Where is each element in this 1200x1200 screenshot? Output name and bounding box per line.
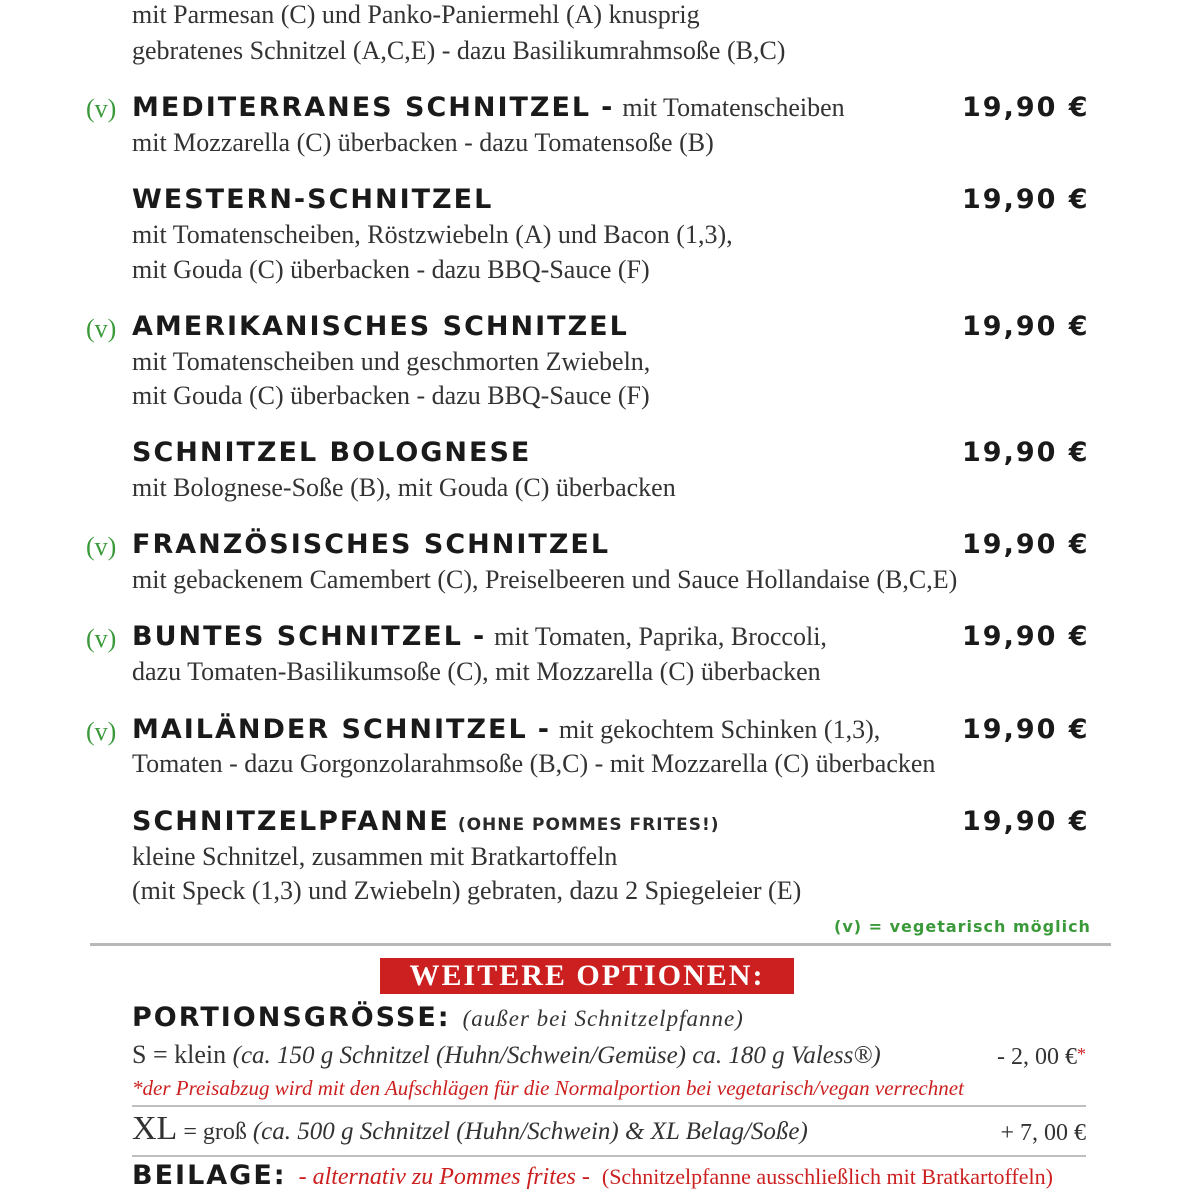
dish-name: BUNTES SCHNITZEL: [132, 621, 463, 652]
portion-xl-label: = groß: [177, 1119, 253, 1145]
dish-title-row: [132, 92, 845, 123]
options-banner: WEITERE OPTIONEN:: [380, 958, 794, 994]
dish-separator: -: [472, 621, 485, 652]
portion-small-description: (ca. 150 g Schnitzel (Huhn/Schwein/Gemüse) ca. 180 g Valess®): [232, 1042, 881, 1069]
dish-separator: -: [537, 714, 549, 745]
dish-price: 19,90 €: [962, 806, 1090, 837]
portion-size-note: (außer bei Schnitzelpfanne): [462, 1006, 744, 1031]
dish-name: SCHNITZELPFANNE: [132, 806, 450, 837]
side-dish-note: (Schnitzelpfanne ausschließlich mit Bratkartoffeln): [601, 1164, 1053, 1189]
portion-small-price-value: - 2, 00 €: [997, 1044, 1077, 1070]
portion-small-row: [132, 1040, 881, 1070]
vegetarian-legend: (v) = vegetarisch möglich: [834, 917, 1091, 936]
dish-name: MEDITERRANES SCHNITZEL: [132, 92, 592, 123]
dish-description-line: Tomaten - dazu Gorgonzolarahmsoße (B,C) - mit Mozzarella (C) überbacken: [132, 749, 936, 778]
dish-separator: -: [601, 92, 613, 123]
dish-description-line: mit Gouda (C) überbacken - dazu BBQ-Sauce (F): [132, 381, 650, 410]
dish-description-line: mit gebackenem Camembert (C), Preiselbeeren und Sauce Hollandaise (B,C,E): [132, 565, 958, 594]
dish-title-row: [132, 621, 827, 652]
dish-title-row: [132, 184, 493, 215]
dish-description-line: mit Bolognese-Soße (B), mit Gouda (C) überbacken: [132, 473, 676, 502]
portion-xl-row: [132, 1110, 808, 1148]
dish-name: AMERIKANISCHES SCHNITZEL: [132, 311, 629, 342]
vegetarian-marker: (v): [86, 94, 117, 123]
dish-inline-description: mit gekochtem Schinken (1,3),: [558, 715, 881, 744]
dish-price: 19,90 €: [962, 437, 1090, 468]
portion-small-code: S: [132, 1040, 147, 1069]
portion-xl-code: XL: [132, 1110, 178, 1147]
dish-description-line: gebratenes Schnitzel (A,C,E) - dazu Basilikumrahmsoße (B,C): [132, 36, 786, 65]
price-deduction-footnote: *der Preisabzug wird mit den Aufschlägen für die Normalportion bei vegetarisch/vegan verrechnet: [132, 1076, 964, 1100]
dish-inline-description: mit Tomaten, Paprika, Broccoli,: [494, 622, 827, 651]
vegetarian-marker: (v): [86, 717, 117, 746]
dish-name: WESTERN-SCHNITZEL: [132, 184, 494, 215]
dish-description-line: (mit Speck (1,3) und Zwiebeln) gebraten, dazu 2 Spiegeleier (E): [132, 876, 802, 905]
portion-size-title: PORTIONSGRÖSSE:: [132, 1002, 451, 1033]
dish-price: 19,90 €: [962, 714, 1090, 745]
options-divider: [132, 1105, 1086, 1107]
side-dish-title: BEILAGE:: [132, 1160, 287, 1191]
asterisk-mark: *: [1077, 1044, 1086, 1064]
dish-name: SCHNITZEL BOLOGNESE: [132, 437, 532, 468]
dish-name: FRANZÖSISCHES SCHNITZEL: [132, 529, 611, 560]
portion-size-row: [132, 1002, 744, 1033]
dish-title-row: [132, 437, 531, 468]
dish-description-line: dazu Tomaten-Basilikumsoße (C), mit Mozzarella (C) überbacken: [132, 657, 821, 686]
dish-description-line: mit Mozzarella (C) überbacken - dazu Tomatensoße (B): [132, 128, 714, 157]
vegetarian-marker: (v): [86, 624, 117, 653]
portion-small-label: = klein: [146, 1040, 233, 1069]
dish-description-line: mit Tomatenscheiben, Röstzwiebeln (A) und Bacon (1,3),: [132, 220, 733, 249]
side-dish-row: [132, 1160, 1053, 1191]
vegetarian-marker: (v): [86, 314, 117, 343]
dish-price: 19,90 €: [962, 311, 1090, 342]
options-divider: [132, 1155, 1086, 1157]
dish-title-row: [132, 529, 610, 560]
section-divider: [90, 943, 1111, 946]
dish-price: 19,90 €: [962, 92, 1090, 123]
dish-title-row: [132, 806, 720, 837]
dish-name: MAILÄNDER SCHNITZEL: [132, 714, 528, 745]
dish-price: 19,90 €: [962, 529, 1090, 560]
side-dish-alternative: - alternativ zu Pommes frites -: [298, 1164, 590, 1190]
dish-inline-description: mit Tomatenscheiben: [622, 93, 845, 122]
dish-description-line: mit Tomatenscheiben und geschmorten Zwiebeln,: [132, 347, 651, 376]
dish-title-row: [132, 714, 880, 745]
dish-title-row: [132, 311, 629, 342]
vegetarian-marker: (v): [86, 532, 117, 561]
dish-price: 19,90 €: [962, 184, 1090, 215]
dish-price: 19,90 €: [962, 621, 1090, 652]
dish-description-line: mit Parmesan (C) und Panko-Paniermehl (A) knusprig: [132, 0, 700, 29]
portion-xl-price: + 7, 00 €: [1000, 1120, 1086, 1146]
portion-xl-description: (ca. 500 g Schnitzel (Huhn/Schwein) & XL Belag/Soße): [252, 1118, 808, 1145]
portion-small-price: [997, 1044, 1086, 1071]
dish-note: (OHNE POMMES FRITES!): [457, 815, 720, 835]
dish-description-line: kleine Schnitzel, zusammen mit Bratkartoffeln: [132, 842, 618, 871]
dish-description-line: mit Gouda (C) überbacken - dazu BBQ-Sauce (F): [132, 255, 650, 284]
